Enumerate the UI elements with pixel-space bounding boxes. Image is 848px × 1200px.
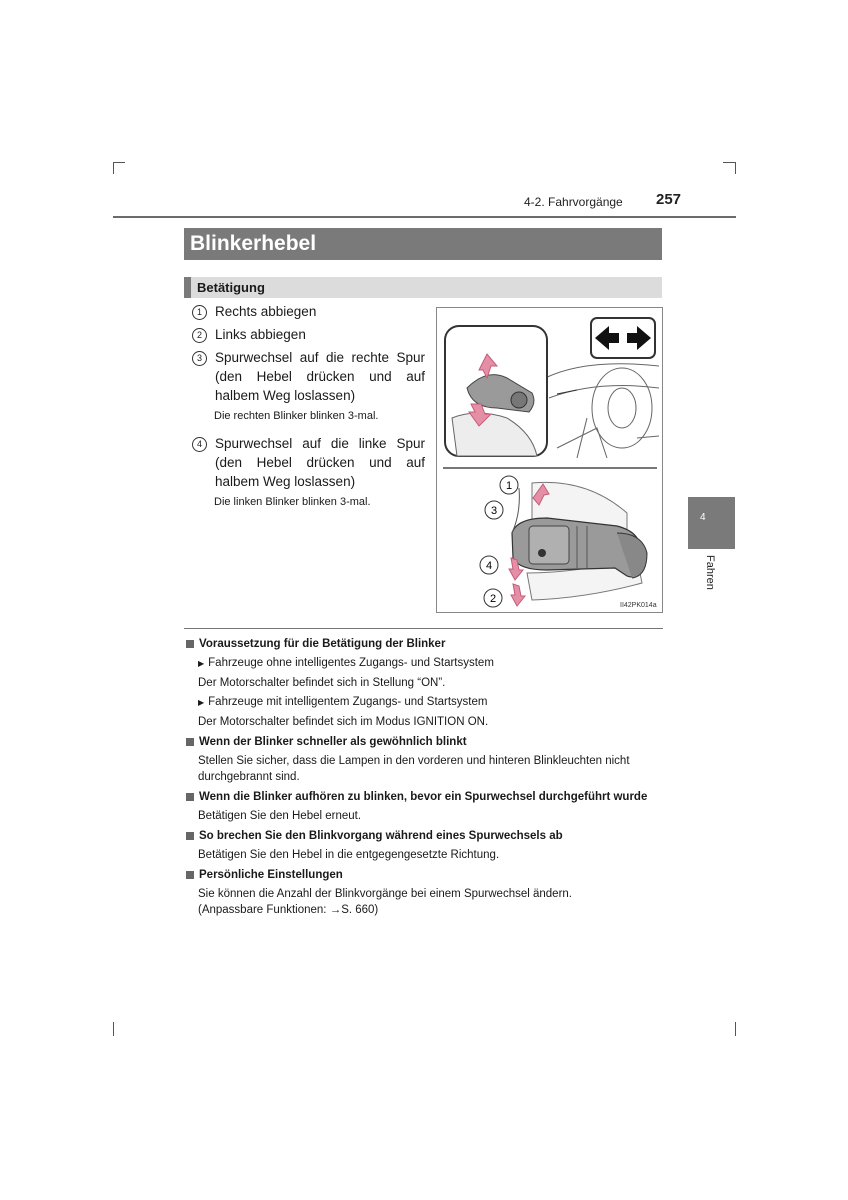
info-block: [186, 789, 663, 824]
info-line: Sie können die Anzahl der Blinkvorgänge bei einem Spurwechsel ändern.: [198, 888, 572, 900]
step-text: Spurwechsel auf die linke Spur (den Hebel drücken und auf halbem Weg loslassen): [215, 436, 425, 489]
running-header-section: 4-2. Fahrvorgänge: [524, 195, 623, 209]
step-text: Rechts abbiegen: [215, 304, 317, 319]
step-number: 3: [192, 351, 207, 366]
info-block: [186, 828, 663, 863]
crop-mark-top-left-v: [113, 162, 114, 174]
crop-mark-bottom-left: [113, 1022, 114, 1036]
dashboard-sketch: [545, 364, 659, 458]
info-line: Der Motorschalter befindet sich in Stellung “ON”.: [198, 677, 446, 689]
info-line: ▶ Fahrzeuge ohne intelligentes Zugangs- und Startsystem: [198, 657, 494, 669]
step-item: [192, 325, 425, 344]
info-heading: Voraussetzung für die Betätigung der Blinker: [186, 636, 663, 652]
lever-detail: [512, 482, 647, 600]
crop-mark-top-left-h: [113, 162, 125, 163]
figure-divider: [443, 467, 657, 469]
callout-line: [557, 390, 577, 394]
chapter-tab: [688, 497, 735, 549]
callout-2: 2: [489, 593, 497, 605]
turn-signal-indicator-icon: [591, 318, 655, 358]
square-bullet-icon: [186, 793, 194, 801]
step-number: 1: [192, 305, 207, 320]
step-list: [192, 302, 425, 520]
triangle-bullet-icon: ▶: [198, 698, 205, 707]
info-line: Betätigen Sie den Hebel erneut.: [198, 810, 362, 822]
step-text: Links abbiegen: [215, 327, 306, 342]
section-title: Betätigung: [184, 277, 662, 298]
crop-mark-top-right-h: [723, 162, 735, 163]
crop-mark-top-right-v: [735, 162, 736, 174]
callout-1: 1: [505, 480, 513, 492]
page-title: Blinkerhebel: [184, 228, 662, 260]
info-line: Der Motorschalter befindet sich im Modus IGNITION ON.: [198, 716, 489, 728]
step-item: [192, 348, 425, 405]
info-block: [186, 734, 663, 785]
callout-3: 3: [490, 505, 498, 517]
square-bullet-icon: [186, 640, 194, 648]
chapter-tab-label: Fahren: [704, 555, 716, 590]
section-rule: [184, 628, 663, 629]
triangle-bullet-icon: ▶: [198, 659, 205, 668]
info-heading: Wenn der Blinker schneller als gewöhnlich blinkt: [186, 734, 663, 750]
turn-signal-figure: [436, 307, 663, 613]
crop-mark-bottom-right: [735, 1022, 736, 1036]
info-block: [186, 636, 663, 730]
square-bullet-icon: [186, 832, 194, 840]
info-heading: So brechen Sie den Blinkvorgang während eines Spurwechsels ab: [186, 828, 663, 844]
step-note: Die linken Blinker blinken 3-mal.: [214, 496, 371, 508]
page-number: 257: [656, 191, 682, 208]
info-line: Betätigen Sie den Hebel in die entgegengesetzte Richtung.: [198, 849, 500, 861]
info-line: ▶ Fahrzeuge mit intelligentem Zugangs- und Startsystem: [198, 696, 488, 708]
info-heading: Persönliche Einstellungen: [186, 867, 663, 883]
info-heading: Wenn die Blinker aufhören zu blinken, bevor ein Spurwechsel durchgeführt wurde: [186, 789, 663, 805]
square-bullet-icon: [186, 738, 194, 746]
step-item: [192, 302, 425, 321]
step-item: [192, 434, 425, 491]
lever-inset: [445, 326, 547, 456]
info-section: [186, 636, 663, 922]
chapter-tab-number: 4: [700, 512, 706, 523]
lever-illustration: [437, 308, 662, 612]
info-block: [186, 867, 663, 918]
callout-4: 4: [485, 560, 493, 572]
step-number: 2: [192, 328, 207, 343]
turn-left-arrow-icon: [511, 584, 525, 606]
info-line: (Anpassbare Funktionen: →S. 660): [198, 904, 379, 916]
figure-code: II42PK014a: [620, 602, 657, 609]
square-bullet-icon: [186, 871, 194, 879]
step-number: 4: [192, 437, 207, 452]
header-rule: [113, 216, 736, 218]
info-line: Stellen Sie sicher, dass die Lampen in den vorderen und hinteren Blinkleuchten nicht durchgebrannt sind.: [198, 755, 630, 783]
step-text: Spurwechsel auf die rechte Spur (den Hebel drücken und auf halbem Weg loslassen): [215, 350, 425, 403]
step-note: Die rechten Blinker blinken 3-mal.: [214, 410, 379, 422]
